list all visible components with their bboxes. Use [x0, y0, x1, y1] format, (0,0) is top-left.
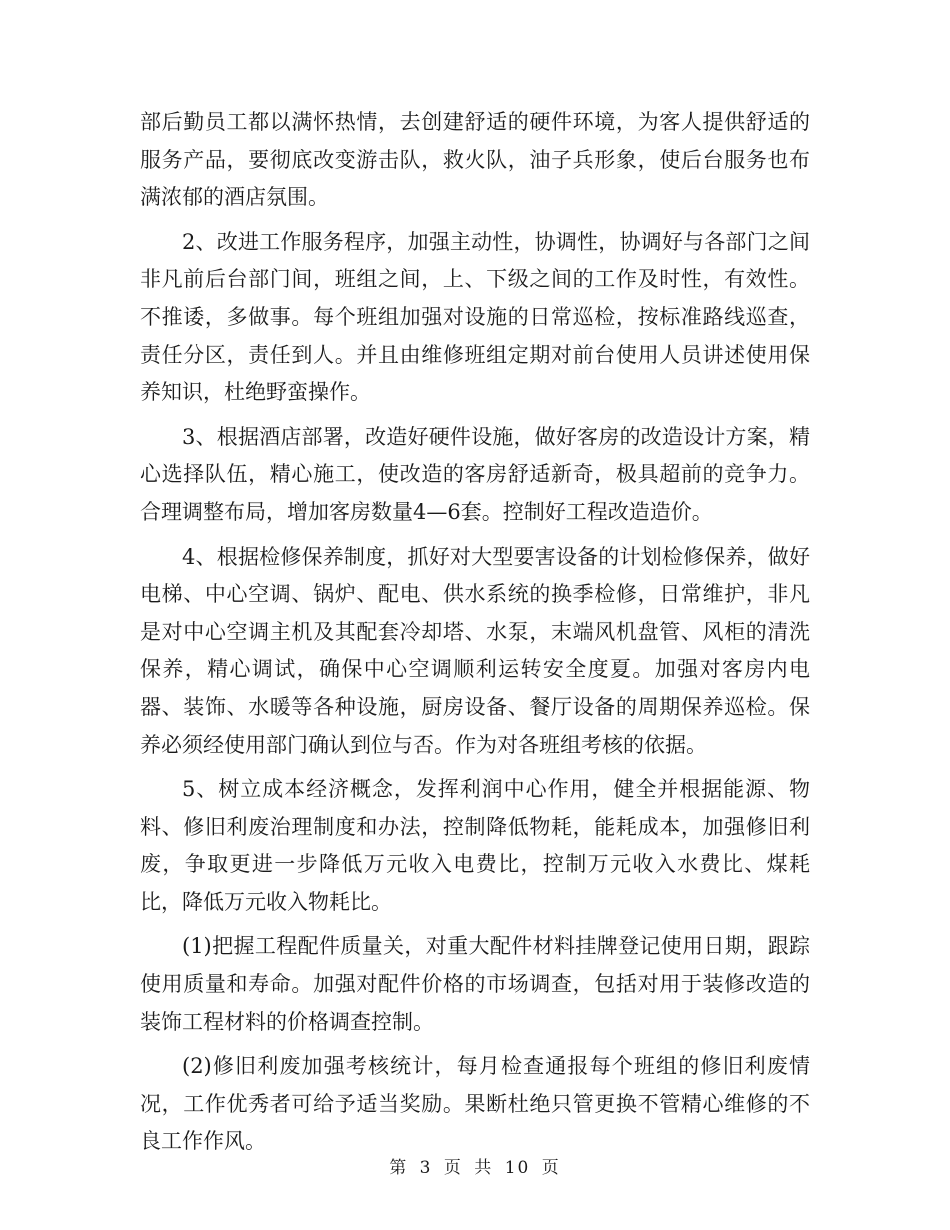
paragraph-item-5: 5、树立成本经济概念，发挥利润中心作用，健全并根据能源、物料、修旧利废治理制度和办法，控制降低物耗，能耗成本，加强修旧利废，争取更进一步降低万元收入电费比，控制万元收入水费比、煤耗比，降低万元收入物耗比。: [140, 777, 810, 914]
paragraph-subitem-1: (1)把握工程配件质量关，对重大配件材料挂牌登记使用日期，跟踪使用质量和寿命。加强对配件价格的市场调查，包括对用于装修改造的装饰工程材料的价格调查控制。: [140, 934, 810, 1034]
paragraph-subitem-2: (2)修旧利废加强考核统计，每月检查通报每个班组的修旧利废情况，工作优秀者可给予适当奖励。果断杜绝只管更换不管精心维修的不良工作作风。: [140, 1054, 810, 1154]
document-body: [140, 104, 810, 1168]
page-number-footer: 第 3 页 共 10 页: [389, 1158, 561, 1178]
paragraph-item-3: 3、根据酒店部署，改造好硬件设施，做好客房的改造设计方案，精心选择队伍，精心施工，使改造的客房舒适新奇，极具超前的竞争力。合理调整布局，增加客房数量4—6套。控制好工程改造造价。: [140, 424, 810, 524]
paragraph-item-2: 2、改进工作服务程序，加强主动性，协调性，协调好与各部门之间非凡前后台部门间，班组之间，上、下级之间的工作及时性，有效性。不推诿，多做事。每个班组加强对设施的日常巡检，按标准路线巡查，责任分区，责任到人。并且由维修班组定期对前台使用人员讲述使用保养知识，杜绝野蛮操作。: [140, 229, 810, 405]
paragraph-item-4: 4、根据检修保养制度，抓好对大型要害设备的计划检修保养，做好电梯、中心空调、锅炉、配电、供水系统的换季检修，日常维护，非凡是对中心空调主机及其配套冷却塔、水泵，末端风机盘管、风柜的清洗保养，精心调试，确保中心空调顺利运转安全度夏。加强对客房内电器、装饰、水暖等各种设施，厨房设备、餐厅设备的周期保养巡检。保养必须经使用部门确认到位与否。作为对各班组考核的依据。: [140, 544, 810, 757]
paragraph-continuation: 部后勤员工都以满怀热情，去创建舒适的硬件环境，为客人提供舒适的服务产品，要彻底改变游击队，救火队，油子兵形象，使后台服务也布满浓郁的酒店氛围。: [140, 110, 810, 210]
